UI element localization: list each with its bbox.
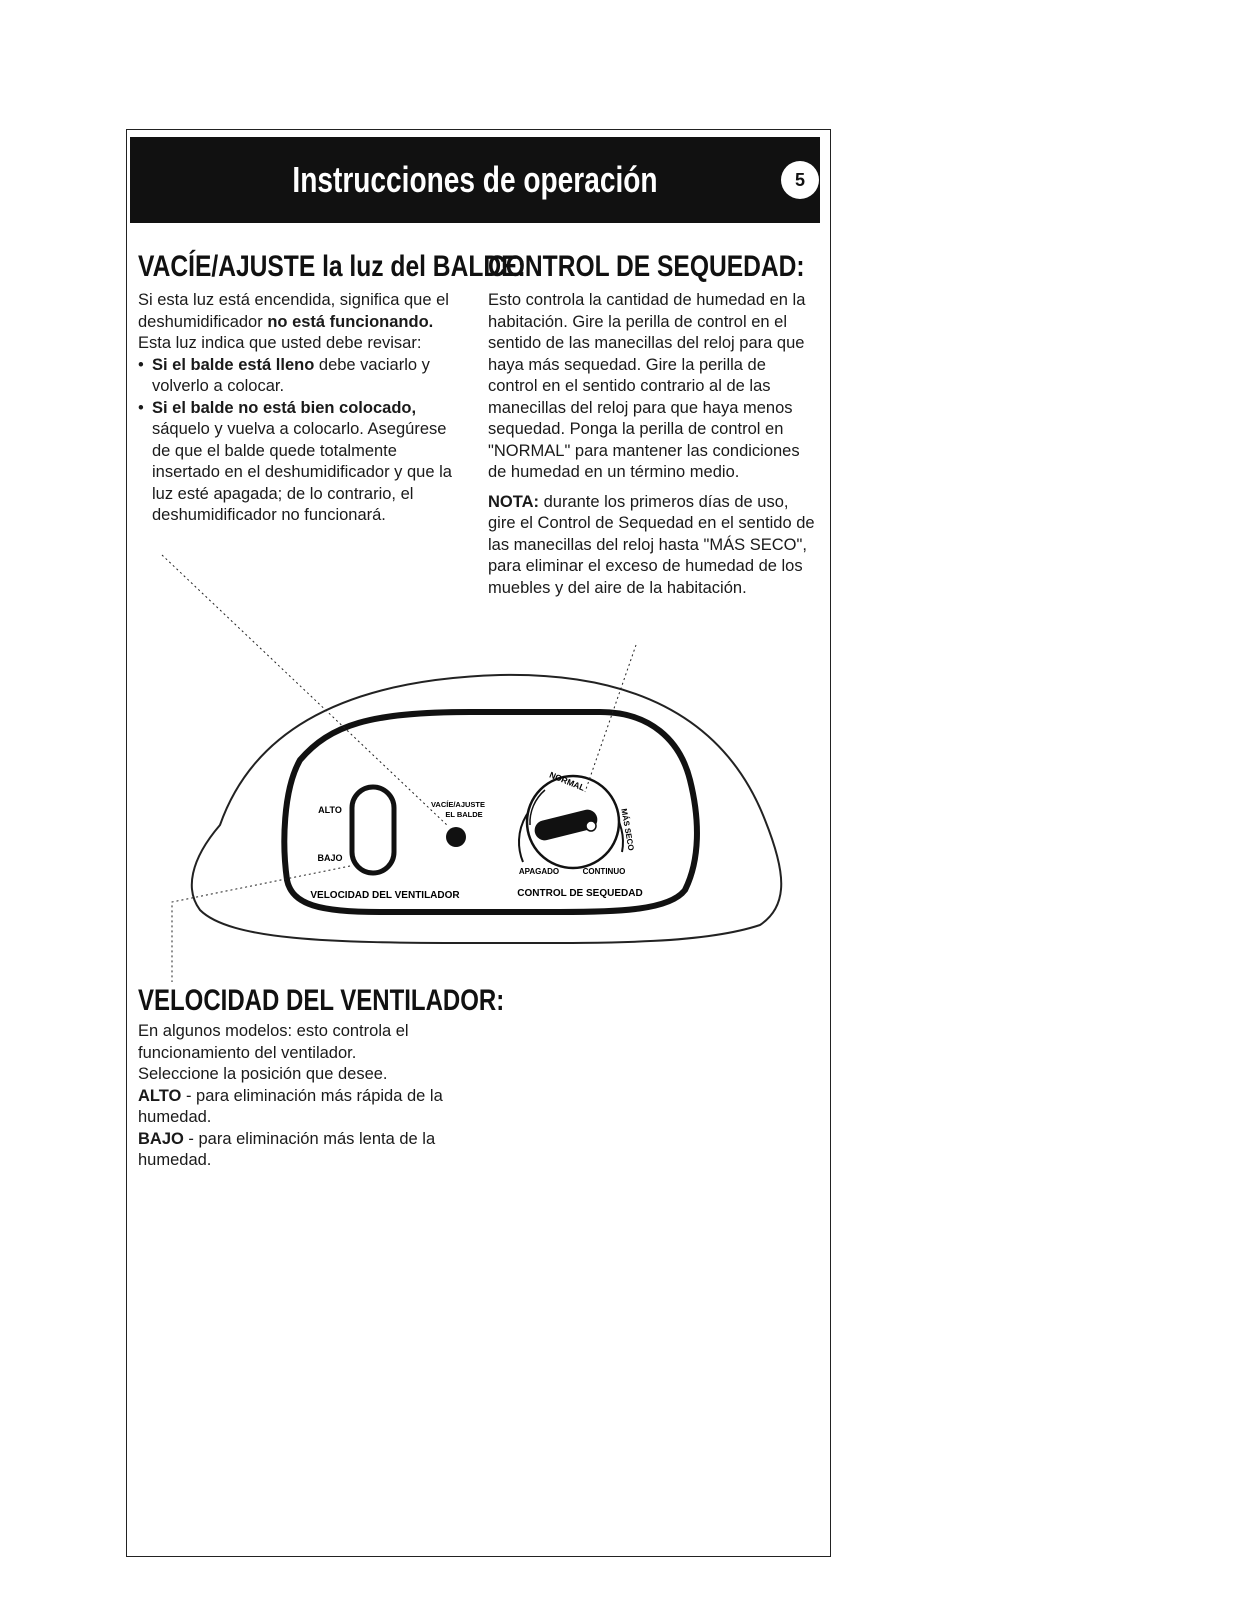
fan-leader-line — [172, 866, 350, 982]
dryness-control-label: CONTROL DE SEQUEDAD — [517, 888, 643, 899]
fan-speed-text — [138, 1021, 468, 1172]
fan-speed-switch[interactable] — [352, 787, 394, 873]
fan-line1: En algunos modelos: esto controla el funcionamiento del ventilador. — [138, 1022, 409, 1062]
bucket-indicator-light — [446, 827, 466, 847]
bucket-light-heading: VACÍE/AJUSTE la luz del BALDE: — [138, 250, 526, 283]
fan-alto: ALTO - para eliminación más rápida de la humedad. — [138, 1086, 443, 1126]
fan-bajo: BAJO - para eliminación más lenta de la humedad. — [138, 1129, 436, 1169]
bajo-label: BAJO — [317, 853, 343, 863]
dryness-leader-line — [585, 645, 636, 792]
bucket-label-line1: VACÍE/AJUSTE — [430, 800, 486, 809]
bucket-intro: Si esta luz está encendida, significa que el deshumidificador no está funcionando. Esta luz indica que usted debe revisar: — [138, 291, 449, 352]
fan-speed-label: VELOCIDAD DEL VENTILADOR — [310, 890, 460, 901]
dryness-note: NOTA: durante los primeros días de uso, gire el Control de Sequedad en el sentido de las manecillas del reloj hasta "MÁS SECO", para eliminar el exceso de humedad de los muebles y del aire de la habitación. — [488, 492, 815, 597]
bucket-label-line2: EL BALDE — [445, 810, 483, 819]
bucket-leader-line — [162, 555, 448, 826]
fan-line2: Seleccione la posición que desee. — [138, 1065, 388, 1083]
page-title: Instrucciones de operación — [292, 159, 658, 200]
fan-speed-heading: VELOCIDAD DEL VENTILADOR: — [138, 984, 505, 1017]
continuo-label: CONTINUO — [582, 867, 626, 876]
bucket-bullet-full: • Si el balde está lleno debe vaciarlo y volverlo a colocar. — [138, 355, 468, 398]
dryness-heading: CONTROL DE SEQUEDAD: — [488, 250, 805, 283]
mas-seco-label: MÁS SECO — [619, 807, 636, 852]
panel-outline — [284, 712, 697, 912]
page-number-badge: 5 — [781, 161, 819, 199]
knob-indicator — [586, 821, 596, 831]
dryness-paragraph: Esto controla la cantidad de humedad en la habitación. Gire la perilla de control en el sentido de las manecillas del reloj para que haya más sequedad. Gire la perilla de control en el sentido contrario al de las manecillas del reloj para que haya menos sequedad. Ponga la perilla de control en "NORMAL" para mantener las condiciones de humedad en un término medio. — [488, 291, 806, 481]
apagado-label: APAGADO — [518, 867, 560, 876]
alto-label: ALTO — [318, 805, 342, 815]
normal-label: NORMAL — [547, 769, 587, 793]
bucket-bullet-placement: • Si el balde no está bien colocado, sáquelo y vuelva a colocarlo. Asegúrese de que el balde quede totalmente insertado en el deshumidificador y que la luz esté apagada; de lo contrario, el deshumidificador no funcionará. — [138, 398, 468, 527]
